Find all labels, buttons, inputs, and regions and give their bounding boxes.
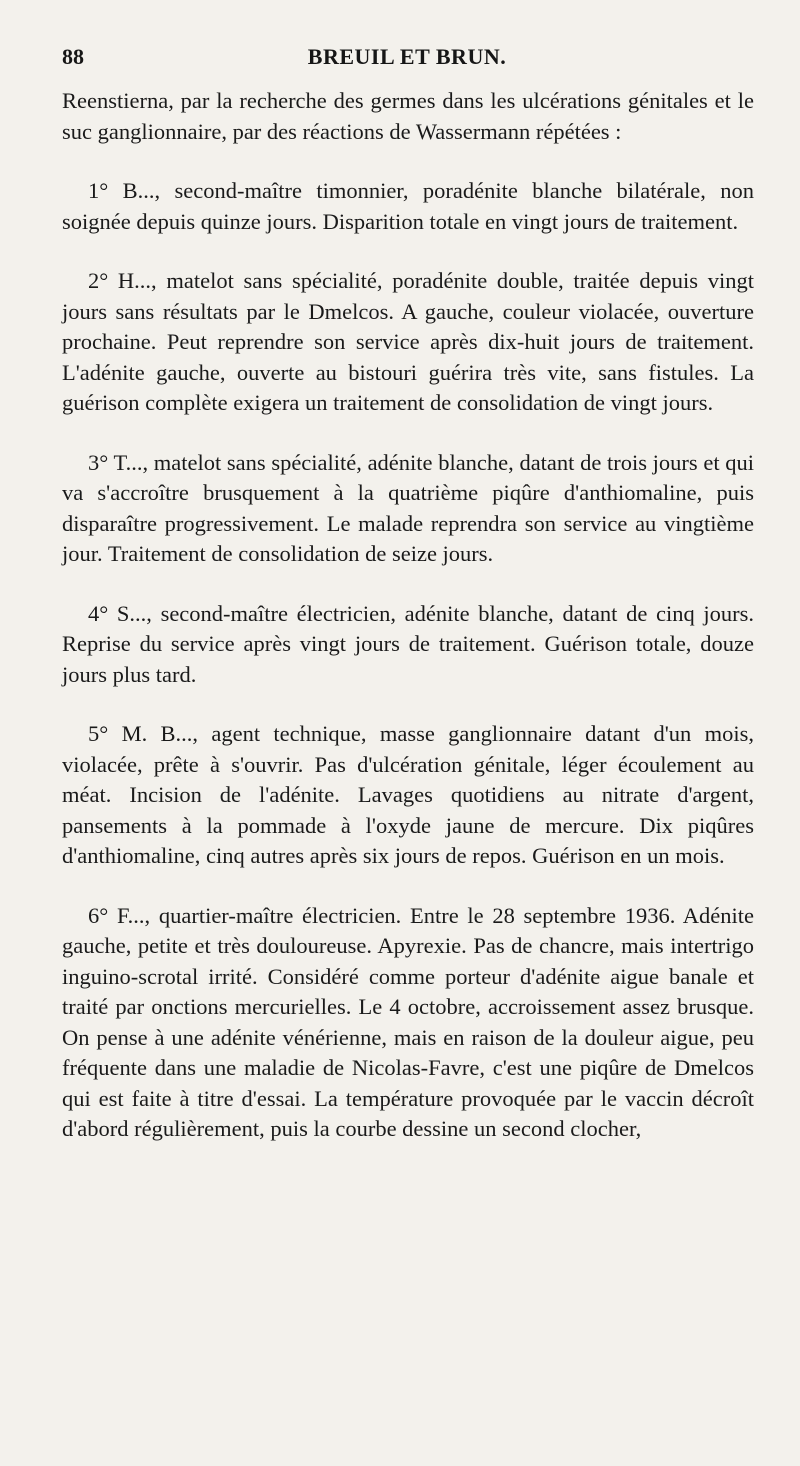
case-2-paragraph: 2° H..., matelot sans spécialité, poradénite double, traitée depuis vingt jours sans résultats par le Dmelcos. A gauche, couleur violacée, ouverture prochaine. Peut reprendre son service après dix-huit jours de traitement. L'adénite gauche, ouverte au bistouri guérira très vite, sans fistules. La guérison complète exigera un traitement de consolidation de vingt jours. — [62, 268, 754, 415]
intro-paragraph: Reenstierna, par la recherche des germes dans les ulcérations génitales et le suc ganglionnaire, par des réactions de Wassermann répétées : — [62, 88, 754, 144]
case-4-paragraph: 4° S..., second-maître électricien, adénite blanche, datant de cinq jours. Reprise du service après vingt jours de traitement. Guérison totale, douze jours plus tard. — [62, 600, 754, 687]
page-number: 88 — [62, 44, 84, 69]
case-6-paragraph: 6° F..., quartier-maître électricien. Entre le 28 septembre 1936. Adénite gauche, petite et très douloureuse. Apyrexie. Pas de chancre, mais intertrigo inguino-scrotal irrité. Considéré comme porteur d'adénite aigue banale et traité par onctions mercurielles. Le 4 octobre, accroissement assez brusque. On pense à une adénite vénérienne, mais en raison de la douleur aigue, peu fréquente dans une maladie de Nicolas-Favre, c'est une piqûre de Dmelcos qui est faite à titre d'essai. La température provoquée par le vaccin décroît d'abord régulièrement, puis la courbe dessine un second clocher, — [62, 902, 754, 1141]
case-3-paragraph: 3° T..., matelot sans spécialité, adénite blanche, datant de trois jours et qui va s'accroître brusquement à la quatrième piqûre d'anthiomaline, puis disparaître progressivement. Le malade reprendra son service au vingtième jour. Traitement de consolidation de seize jours. — [62, 449, 754, 566]
running-title: BREUIL ET BRUN. — [307, 44, 507, 69]
case-5-paragraph: 5° M. B..., agent technique, masse ganglionnaire datant d'un mois, violacée, prête à s'ouvrir. Pas d'ulcération génitale, léger écoulement au méat. Incision de l'adénite. Lavages quotidiens au nitrate d'argent, pansements à la pommade à l'oxyde jaune de mercure. Dix piqûres d'anthiomaline, cinq autres après six jours de repos. Guérison en un mois. — [62, 721, 754, 868]
case-1-paragraph: 1° B..., second-maître timonnier, poradénite blanche bilatérale, non soignée depuis quinze jours. Disparition totale en vingt jours de traitement. — [62, 178, 754, 234]
running-header — [62, 44, 752, 78]
body-text — [62, 86, 754, 1145]
